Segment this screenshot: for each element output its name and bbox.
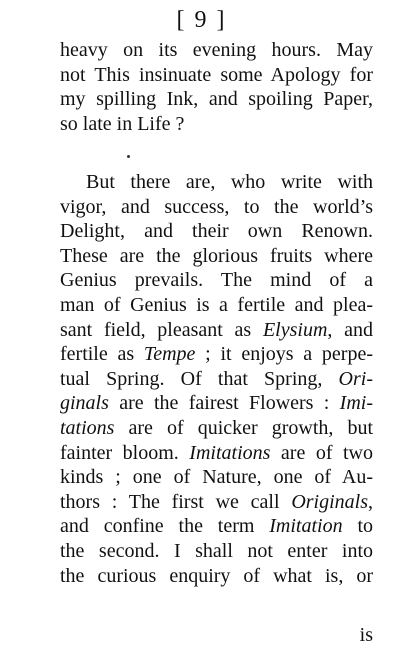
- text-run: fainter bloom.: [60, 441, 190, 464]
- text-line: [60, 219, 373, 244]
- text-run: ,: [368, 490, 373, 513]
- text-run: sant field, pleasant as: [60, 318, 263, 341]
- text-line: heavy on its evening hours. May: [60, 39, 373, 61]
- italic-text: Imitation: [269, 515, 343, 538]
- text-run: and confine the term: [60, 515, 270, 538]
- text-line: [60, 170, 373, 195]
- text-run: are of two: [270, 441, 373, 464]
- text-line: [60, 564, 373, 589]
- text-line: [60, 342, 373, 367]
- text-line: my spilling Ink, and spoiling Paper,: [60, 88, 373, 111]
- text-run: the curious enquiry of what is, or: [60, 564, 373, 587]
- text-run: tual Spring. Of that Spring,: [60, 367, 339, 390]
- text-run: to: [342, 515, 373, 538]
- italic-text: Elysium: [262, 318, 328, 341]
- text-line: [60, 441, 373, 466]
- italic-text: Imi-: [339, 392, 373, 415]
- catchword: is: [359, 624, 373, 646]
- italic-text: Ori-: [338, 367, 373, 390]
- text-run: , and: [327, 318, 373, 341]
- text-run: man of Genius is a fertile and plea-: [60, 293, 373, 316]
- text-line: [60, 539, 373, 564]
- text-run: thors : The first we call: [60, 490, 292, 513]
- italic-text: Imitations: [189, 441, 271, 464]
- text-line: [60, 195, 373, 220]
- text-run: But there are, who write with: [86, 171, 373, 193]
- text-run: These are the glorious fruits where: [60, 244, 373, 267]
- italic-text: Tempe: [143, 343, 196, 366]
- text-line: [60, 268, 373, 293]
- text-run: are the fairest Flowers :: [108, 392, 340, 415]
- text-run: fertile as: [60, 343, 144, 366]
- text-run: ; it enjoys a perpe-: [195, 343, 374, 366]
- text-line: [60, 318, 373, 343]
- italic-text: Originals: [291, 490, 368, 513]
- text-line: not This insinuate some Apology for: [60, 63, 373, 86]
- text-line: [60, 293, 373, 318]
- text-line: [60, 367, 373, 392]
- paragraph-continued: [60, 38, 373, 136]
- italic-text: tations: [60, 416, 115, 439]
- text-line: [60, 391, 373, 416]
- text-run: are of quicker growth, but: [114, 416, 373, 439]
- text-line: [60, 416, 373, 441]
- text-run: kinds ; one of Nature, one of Au-: [60, 466, 373, 489]
- text-line: [60, 465, 373, 490]
- italic-text: ginals: [60, 392, 109, 415]
- page-number: [ 9 ]: [176, 7, 227, 33]
- text-line: [60, 514, 373, 539]
- text-run: Genius prevails. The mind of a: [60, 269, 373, 292]
- text-run: the second. I shall not enter into: [60, 539, 373, 562]
- text-line: so late in Life ?: [60, 112, 185, 135]
- text-run: Delight, and their own Renown.: [60, 220, 373, 243]
- text-line: [60, 490, 373, 515]
- text-run: vigor, and success, to the world’s: [60, 195, 373, 218]
- text-line: [60, 244, 373, 269]
- paragraph-genius: [60, 170, 373, 588]
- ink-speck: [127, 155, 130, 158]
